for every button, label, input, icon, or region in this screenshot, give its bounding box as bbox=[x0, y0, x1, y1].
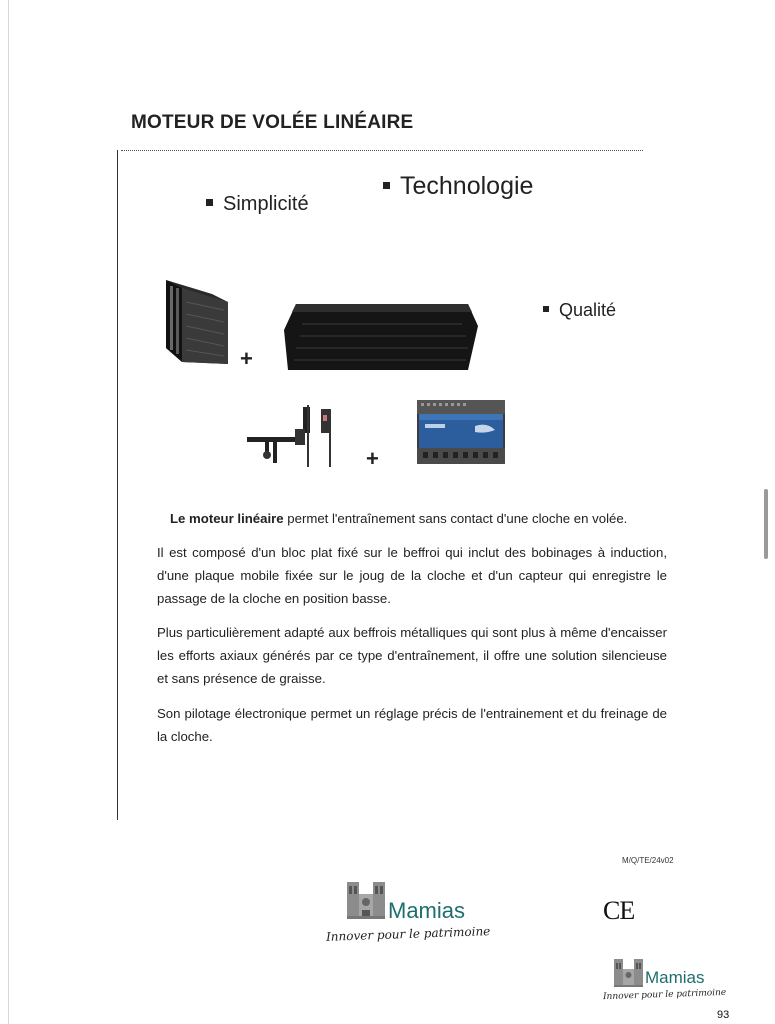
page-number: 93 bbox=[717, 1009, 730, 1021]
bullet-technologie bbox=[383, 172, 533, 201]
intro-text: permet l'entraînement sans contact d'une cloche en volée. bbox=[283, 511, 628, 526]
controller-unit-image bbox=[415, 396, 507, 468]
paragraph-intro bbox=[170, 507, 670, 530]
page-title: MOTEUR DE VOLÉE LINÉAIRE bbox=[131, 112, 414, 133]
bullet-qualite bbox=[543, 300, 616, 321]
document-reference: M/Q/TE/24v02 bbox=[622, 856, 674, 865]
paragraph-adaptation: Plus particulièrement adapté aux beffrois métalliques qui sont plus à même d'encaisser les efforts axiaux générés par ce type d'entraînement, il offre une solution silencieuse et sans présence de graisse. bbox=[157, 625, 667, 686]
bullet-label: Simplicité bbox=[223, 193, 309, 215]
frame-top-border bbox=[121, 150, 643, 151]
frame-left-border bbox=[117, 150, 118, 820]
mobile-plate-image bbox=[282, 302, 480, 374]
scrollbar-thumb[interactable] bbox=[764, 489, 768, 559]
logo-name: Mamias bbox=[388, 898, 466, 923]
bullet-square-icon bbox=[206, 199, 213, 206]
paragraph-control: Son pilotage électronique permet un réglage précis de l'entrainement et du freinage de la cloche. bbox=[157, 706, 667, 744]
intro-bold: Le moteur linéaire bbox=[170, 511, 284, 526]
paragraph-composition: Il est composé d'un bloc plat fixé sur le beffroi qui inclut des bobinages à induction, d'une plaque mobile fixée sur le joug de la cloche et d'un capteur qui enregistre le passage de la cloche en position basse. bbox=[157, 545, 667, 606]
bullet-label: Technologie bbox=[400, 172, 534, 200]
logo-name-small: Mamias bbox=[645, 968, 705, 987]
cathedral-logo-icon bbox=[345, 872, 387, 920]
inductor-block-image bbox=[162, 278, 230, 368]
logo-slogan-small: Innover pour le patrimoine bbox=[602, 987, 727, 1003]
plus-sign: + bbox=[240, 346, 253, 371]
sensor-image bbox=[245, 403, 337, 469]
bullet-label: Qualité bbox=[559, 300, 617, 320]
logo-slogan: Innover pour le patrimoine bbox=[325, 924, 491, 944]
ce-mark: CE bbox=[603, 896, 635, 925]
page-edge bbox=[8, 0, 9, 1024]
bullet-square-icon bbox=[543, 306, 549, 312]
plus-sign: + bbox=[366, 446, 379, 471]
bullet-square-icon bbox=[383, 182, 390, 189]
cathedral-logo-icon-small bbox=[613, 953, 645, 989]
bullet-simplicite bbox=[206, 193, 309, 216]
